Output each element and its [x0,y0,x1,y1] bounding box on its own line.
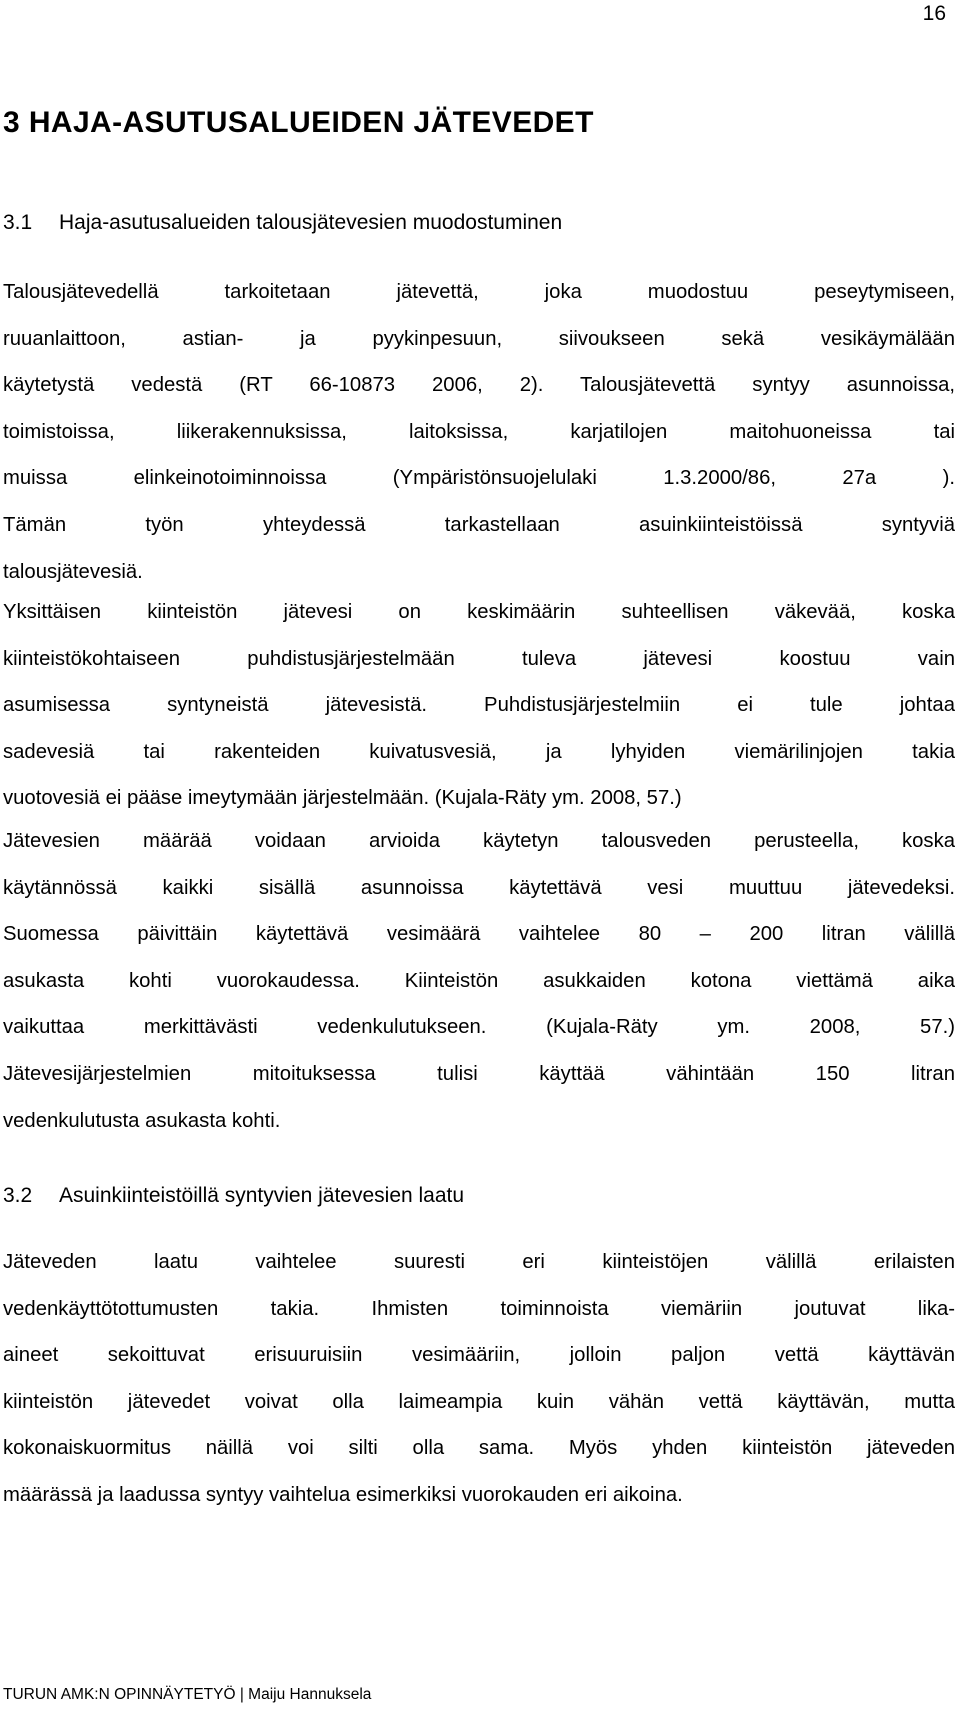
text-line: vedenkulutusta asukasta kohti. [3,1109,281,1132]
paragraph-1 [3,269,955,595]
text-line: Tämän työn yhteydessä tarkastellaan asuinkiinteistöissä syntyviä [3,513,955,536]
text-line: vuotovesiä ei pääse imeytymään järjestelmään. (Kujala-Räty ym. 2008, 57.) [3,787,682,810]
text-line: Jätevesien määrää voidaan arvioida käytetyn talousveden perusteella, koska [3,830,955,852]
text-line: asukasta kohti vuorokaudessa. Kiinteistön asukkaiden kotona viettämä aika [3,969,955,992]
text-line: Talousjätevedellä tarkoitetaan jätevettä, joka muodostuu peseytymiseen, [3,281,955,303]
text-line: ruuanlaittoon, astian- ja pyykinpesuun, siivoukseen sekä vesikäymälään [3,327,955,350]
footer-institution: TURUN AMK:N OPINNÄYTETYÖ [3,1686,236,1703]
page-number: 16 [922,2,946,25]
text-line: kiinteistön jätevedet voivat olla laimeampia kuin vähän vettä käyttävän, mutta [3,1390,955,1413]
text-line: kokonaiskuormitus näillä voi silti olla sama. Myös yhden kiinteistön jäteveden [3,1437,955,1460]
section-title: Haja-asutusalueiden talousjätevesien muodostuminen [59,211,563,234]
text-line: Yksittäisen kiinteistön jätevesi on keskimäärin suhteellisen väkevää, koska [3,601,955,623]
text-line: talousjätevesiä. [3,560,143,583]
text-line: kiinteistökohtaiseen puhdistusjärjestelmään tuleva jätevesi koostuu vain [3,647,955,670]
paragraph-2 [3,589,955,822]
text-line: Suomessa päivittäin käytettävä vesimäärä vaihtelee 80 – 200 litran välillä [3,923,955,946]
section-title: Asuinkiinteistöillä syntyvien jätevesien laatu [59,1184,465,1207]
text-line: käytetystä vedestä (RT 66-10873 2006, 2). Talousjätevettä syntyy asunnoissa, [3,374,955,397]
text-line: muissa elinkeinotoiminnoissa (Ympäristönsuojelulaki 1.3.2000/86, 27a ). [3,467,955,490]
section-heading-3-1 [3,211,562,235]
text-line: toimistoissa, liikerakennuksissa, laitoksissa, karjatilojen maitohuoneissa tai [3,420,955,443]
section-number: 3.1 [3,211,33,234]
footer-author: Maiju Hannuksela [248,1686,372,1703]
paragraph-4 [3,1239,955,1519]
section-number: 3.2 [3,1184,33,1207]
text-line: määrässä ja laadussa syntyy vaihtelua esimerkiksi vuorokauden eri aikoina. [3,1483,683,1506]
section-heading-3-2 [3,1184,464,1208]
text-line: sadevesiä tai rakenteiden kuivatusvesiä, ja lyhyiden viemärilinjojen takia [3,740,955,763]
footer-separator: | [235,1686,249,1703]
text-line: vaikuttaa merkittävästi vedenkulutukseen. (Kujala-Räty ym. 2008, 57.) [3,1016,955,1039]
text-line: Jätevesijärjestelmien mitoituksessa tulisi käyttää vähintään 150 litran [3,1062,955,1085]
paragraph-3 [3,818,955,1144]
text-line: aineet sekoittuvat erisuuruisiin vesimääriin, jolloin paljon vettä käyttävän [3,1344,955,1367]
text-line: Jäteveden laatu vaihtelee suuresti eri kiinteistöjen välillä erilaisten [3,1251,955,1273]
text-line: käytännössä kaikki sisällä asunnoissa käytettävä vesi muuttuu jätevedeksi. [3,876,955,899]
chapter-title: 3 HAJA-ASUTUSALUEIDEN JÄTEVEDET [3,106,594,139]
text-line: asumisessa syntyneistä jätevesistä. Puhdistusjärjestelmiin ei tule johtaa [3,694,955,717]
text-line: vedenkäyttötottumusten takia. Ihmisten toiminnoista viemäriin joutuvat lika- [3,1297,955,1320]
footer [3,1686,371,1704]
